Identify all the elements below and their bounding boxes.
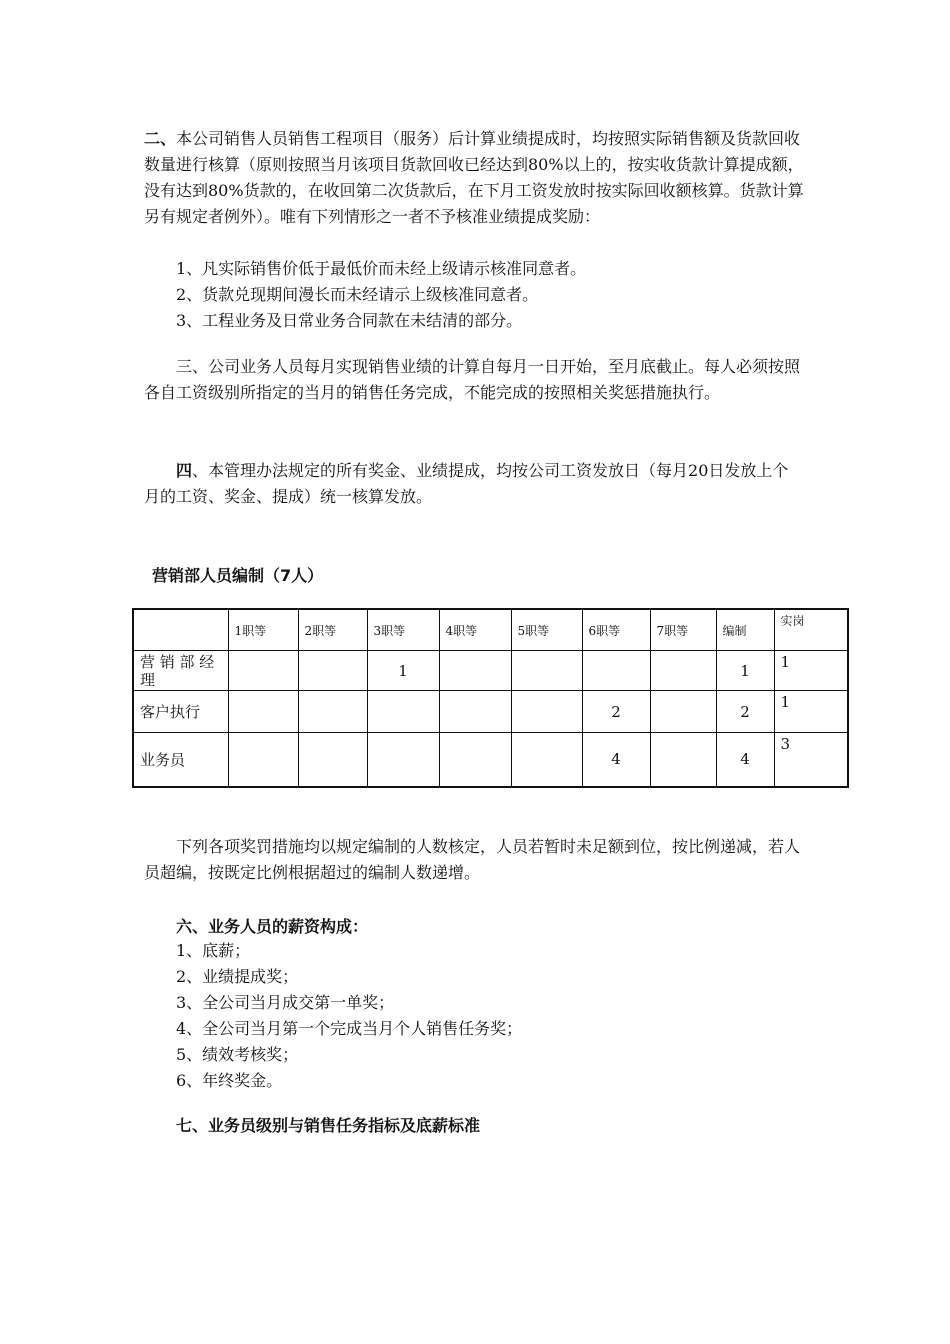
section-2-item-1: 1、凡实际销售价低于最低价而未经上级请示核准同意者。 bbox=[176, 259, 587, 278]
table-cell: 1 bbox=[774, 691, 848, 733]
table-cell bbox=[439, 691, 511, 733]
table-cell bbox=[228, 691, 298, 733]
section-4-text: 、本管理办法规定的所有奖金、业绩提成，均按公司工资发放日（每月20日发放上个月的工资、奖金、提成）统一核算发放。 bbox=[144, 461, 789, 506]
table-row bbox=[133, 733, 848, 787]
table-cell: 4 bbox=[582, 733, 650, 787]
header-cell: 4职等 bbox=[439, 609, 511, 651]
table-cell bbox=[511, 651, 582, 691]
header-cell: 1职等 bbox=[228, 609, 298, 651]
header-cell: 5职等 bbox=[511, 609, 582, 651]
section-6-item-6: 6、年终奖金。 bbox=[176, 1071, 283, 1090]
table-cell: 3 bbox=[774, 733, 848, 787]
staffing-note: 下列各项奖罚措施均以规定编制的人数核定，人员若暂时未足额到位，按比例递减，若人员超编，按既定比例根据超过的编制人数递增。 bbox=[144, 837, 801, 882]
section-3-paragraph: 三、公司业务人员每月实现销售业绩的计算自每月一日开始，至月底截止。每人必须按照各自工资级别所指定的当月的销售任务完成，不能完成的按照相关奖惩措施执行。 bbox=[144, 357, 801, 402]
table-row bbox=[133, 691, 848, 733]
table-cell bbox=[650, 691, 716, 733]
table-row bbox=[133, 651, 848, 691]
section-4-lead: 四 bbox=[176, 461, 193, 480]
table-title: 营销部人员编制（7人） bbox=[152, 566, 324, 585]
table-cell bbox=[298, 733, 367, 787]
header-cell: 7职等 bbox=[650, 609, 716, 651]
table-cell bbox=[650, 651, 716, 691]
section-2-lead: 二、 bbox=[144, 129, 177, 148]
table-cell bbox=[582, 651, 650, 691]
section-6-title: 六、业务人员的薪资构成： bbox=[176, 917, 369, 936]
table-cell bbox=[511, 733, 582, 787]
staffing-table bbox=[132, 608, 849, 788]
table-cell bbox=[298, 651, 367, 691]
table-cell bbox=[228, 733, 298, 787]
header-cell: 编制 bbox=[716, 609, 774, 651]
header-cell: 实岗 bbox=[774, 609, 848, 651]
section-6-item-5: 5、绩效考核奖； bbox=[176, 1045, 299, 1064]
section-6-item-1: 1、底薪； bbox=[176, 941, 251, 960]
section-6-item-2: 2、业绩提成奖； bbox=[176, 967, 299, 986]
table-cell bbox=[439, 651, 511, 691]
row-label: 业务员 bbox=[133, 733, 228, 787]
row-label: 营 销 部 经 理 bbox=[133, 651, 228, 691]
section-2-paragraph bbox=[144, 126, 804, 230]
table-cell bbox=[511, 691, 582, 733]
table-header-row bbox=[133, 609, 848, 651]
table-cell bbox=[228, 651, 298, 691]
section-2-item-3: 3、工程业务及日常业务合同款在未结清的部分。 bbox=[176, 311, 523, 330]
section-6-item-3: 3、全公司当月成交第一单奖； bbox=[176, 993, 395, 1012]
table-cell: 2 bbox=[716, 691, 774, 733]
table-cell bbox=[439, 733, 511, 787]
section-6-item-4: 4、全公司当月第一个完成当月个人销售任务奖； bbox=[176, 1019, 523, 1038]
header-cell: 3职等 bbox=[367, 609, 439, 651]
header-cell: 6职等 bbox=[582, 609, 650, 651]
table-cell bbox=[367, 733, 439, 787]
table-cell bbox=[298, 691, 367, 733]
row-label: 客户执行 bbox=[133, 691, 228, 733]
section-7-title: 七、业务员级别与销售任务指标及底薪标准 bbox=[176, 1116, 481, 1135]
header-cell bbox=[133, 609, 228, 651]
section-2-item-2: 2、货款兑现期间漫长而未经请示上级核准同意者。 bbox=[176, 285, 539, 304]
table-cell: 4 bbox=[716, 733, 774, 787]
table-cell: 1 bbox=[367, 651, 439, 691]
table-cell: 1 bbox=[716, 651, 774, 691]
table-cell bbox=[650, 733, 716, 787]
table-cell bbox=[367, 691, 439, 733]
section-2-text: 本公司销售人员销售工程项目（服务）后计算业绩提成时，均按照实际销售额及货款回收数量进行核算（原则按照当月该项目货款回收已经达到80%以上的，按实收货款计算提成额，没有达到80%货款的，在收回第二次货款后，在下月工资发放时按实际回收额核算。货款计算另有规定者例外）。唯有下列情形之一者不予核准业绩提成奖励： bbox=[144, 129, 804, 226]
header-cell: 2职等 bbox=[298, 609, 367, 651]
table-cell: 2 bbox=[582, 691, 650, 733]
section-4-paragraph bbox=[144, 458, 804, 510]
table-cell: 1 bbox=[774, 651, 848, 691]
